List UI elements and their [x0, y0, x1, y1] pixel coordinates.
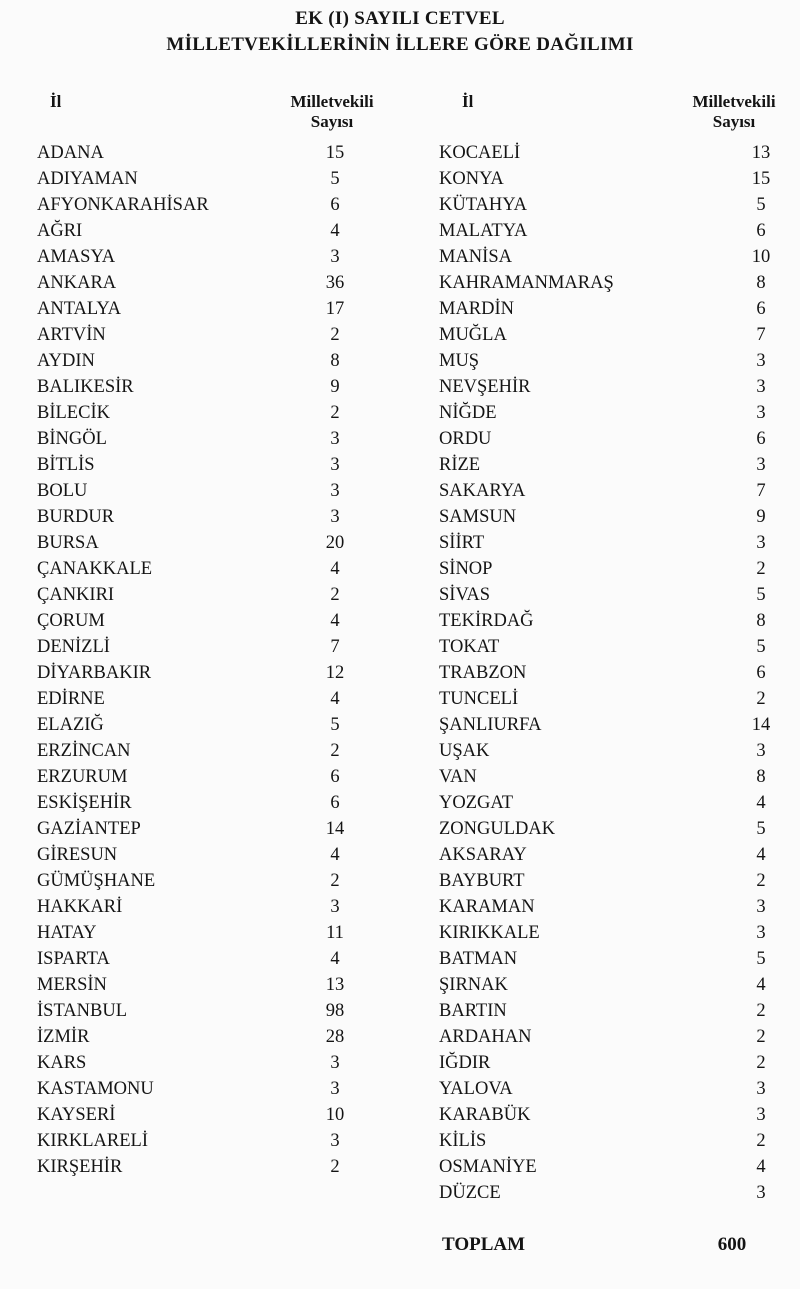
province-name: KONYA [439, 169, 504, 189]
deputy-count: 2 [330, 741, 340, 761]
deputy-count: 6 [756, 221, 766, 241]
province-name: KIRIKKALE [439, 923, 540, 943]
table-row [439, 140, 799, 166]
table-row [37, 608, 377, 634]
header-count-left [262, 92, 402, 132]
province-name: ESKİŞEHİR [37, 793, 132, 813]
province-name: ORDU [439, 429, 492, 449]
deputy-count: 2 [330, 403, 340, 423]
province-name: SAMSUN [439, 507, 517, 527]
table-row [37, 244, 377, 270]
province-name: KİLİS [439, 1131, 487, 1151]
province-name: ADIYAMAN [37, 169, 138, 189]
deputy-count: 7 [330, 637, 340, 657]
province-name: ADANA [37, 143, 104, 163]
province-name: ZONGULDAK [439, 819, 556, 839]
total-label: TOPLAM [442, 1234, 526, 1255]
deputy-count: 14 [325, 819, 345, 839]
province-name: MANİSA [439, 247, 512, 267]
province-name: ÇANKIRI [37, 585, 115, 605]
province-name: YOZGAT [439, 793, 513, 813]
deputy-count: 3 [330, 897, 340, 917]
deputy-count: 2 [756, 1001, 766, 1021]
table-row [37, 972, 377, 998]
table-row [439, 894, 799, 920]
province-name: RİZE [439, 455, 481, 475]
deputy-count: 7 [756, 325, 766, 345]
header-province-left: İl [50, 92, 62, 111]
table-row [37, 790, 377, 816]
deputy-count: 11 [326, 923, 344, 943]
table-row [439, 1076, 799, 1102]
table-row [37, 842, 377, 868]
province-name: AFYONKARAHİSAR [37, 195, 209, 215]
table-row [37, 660, 377, 686]
deputy-count: 4 [756, 845, 766, 865]
province-name: KASTAMONU [37, 1079, 154, 1099]
province-name: ANTALYA [37, 299, 122, 319]
province-name: HATAY [37, 923, 97, 943]
table-row [439, 400, 799, 426]
province-name: BOLU [37, 481, 88, 501]
table-row [439, 244, 799, 270]
deputy-count: 3 [756, 455, 766, 475]
table-row [439, 738, 799, 764]
deputy-count: 13 [325, 975, 345, 995]
table-row [37, 296, 377, 322]
province-name: MALATYA [439, 221, 528, 241]
table-row [439, 972, 799, 998]
table-row [439, 452, 799, 478]
deputy-count: 4 [330, 689, 340, 709]
province-name: GAZİANTEP [37, 819, 141, 839]
deputy-count: 5 [330, 715, 340, 735]
province-name: SİVAS [439, 585, 491, 605]
deputy-count: 98 [325, 1001, 345, 1021]
deputy-count: 3 [330, 481, 340, 501]
deputy-count: 4 [330, 611, 340, 631]
deputy-count: 3 [330, 507, 340, 527]
province-name: KIRŞEHİR [37, 1157, 123, 1177]
header-count-line2: Sayısı [310, 112, 354, 131]
table-row [439, 816, 799, 842]
table-row [37, 998, 377, 1024]
province-name: DENİZLİ [37, 637, 110, 657]
deputy-count: 12 [325, 663, 345, 683]
province-name: TEKİRDAĞ [439, 611, 534, 631]
deputy-count: 8 [756, 611, 766, 631]
table-row [37, 270, 377, 296]
table-row [439, 478, 799, 504]
table-row [439, 686, 799, 712]
table-row [439, 868, 799, 894]
province-name: TUNCELİ [439, 689, 519, 709]
table-row [37, 530, 377, 556]
province-name: BİNGÖL [37, 429, 107, 449]
deputy-count: 6 [330, 793, 340, 813]
deputy-count: 13 [751, 143, 771, 163]
table-row [37, 504, 377, 530]
table-row [439, 1128, 799, 1154]
header-count-line1: Milletvekili [692, 92, 776, 111]
table-row [37, 192, 377, 218]
deputy-count: 5 [330, 169, 340, 189]
deputy-count: 2 [330, 585, 340, 605]
province-name: KARAMAN [439, 897, 535, 917]
header-count-right [674, 92, 794, 132]
deputy-count: 6 [330, 767, 340, 787]
table-row [439, 712, 799, 738]
province-name: NEVŞEHİR [439, 377, 531, 397]
table-row [37, 426, 377, 452]
deputy-count: 17 [325, 299, 345, 319]
deputy-count: 2 [330, 871, 340, 891]
deputy-count: 15 [325, 143, 345, 163]
table-row [439, 1154, 799, 1180]
table-row [439, 556, 799, 582]
table-row [37, 556, 377, 582]
table-row [37, 1154, 377, 1180]
table-row [439, 998, 799, 1024]
table-row [37, 920, 377, 946]
deputy-count: 2 [756, 871, 766, 891]
province-name: MUĞLA [439, 325, 507, 345]
deputy-count: 6 [756, 299, 766, 319]
deputy-count: 3 [330, 455, 340, 475]
deputy-count: 2 [756, 1053, 766, 1073]
deputy-count: 8 [756, 767, 766, 787]
deputy-count: 5 [756, 637, 766, 657]
total-value: 600 [717, 1234, 747, 1255]
province-name: SİNOP [439, 559, 493, 579]
deputy-count: 3 [756, 403, 766, 423]
deputy-count: 4 [330, 559, 340, 579]
deputy-count: 6 [330, 195, 340, 215]
deputy-count: 6 [756, 663, 766, 683]
table-row [37, 764, 377, 790]
province-name: EDİRNE [37, 689, 105, 709]
deputy-count: 10 [325, 1105, 345, 1125]
table-row [439, 608, 799, 634]
table-row [439, 660, 799, 686]
table-row [439, 842, 799, 868]
province-name: MERSİN [37, 975, 107, 995]
deputy-count: 2 [330, 325, 340, 345]
province-name: DİYARBAKIR [37, 663, 152, 683]
deputy-count: 4 [330, 949, 340, 969]
province-name: BATMAN [439, 949, 518, 969]
province-name: SİİRT [439, 533, 485, 553]
deputy-count: 20 [325, 533, 345, 553]
table-row [439, 296, 799, 322]
province-name: BAYBURT [439, 871, 525, 891]
deputy-count: 5 [756, 819, 766, 839]
province-list-right [439, 140, 799, 1206]
table-row [439, 634, 799, 660]
table-row [439, 192, 799, 218]
province-name: ISPARTA [37, 949, 110, 969]
table-row [439, 764, 799, 790]
province-name: KIRKLARELİ [37, 1131, 148, 1151]
deputy-count: 5 [756, 195, 766, 215]
table-row [439, 582, 799, 608]
province-name: MUŞ [439, 351, 480, 371]
table-row [439, 790, 799, 816]
deputy-count: 4 [330, 221, 340, 241]
table-row [439, 218, 799, 244]
province-name: BURDUR [37, 507, 115, 527]
table-row [439, 426, 799, 452]
table-row [37, 946, 377, 972]
deputy-count: 3 [330, 247, 340, 267]
deputy-count: 3 [756, 1105, 766, 1125]
province-name: ŞIRNAK [439, 975, 508, 995]
province-name: ARTVİN [37, 325, 106, 345]
deputy-count: 3 [756, 741, 766, 761]
province-name: ANKARA [37, 273, 117, 293]
document-subtitle: MİLLETVEKİLLERİNİN İLLERE GÖRE DAĞILIMI [166, 34, 634, 55]
table-row [439, 1050, 799, 1076]
deputy-count: 7 [756, 481, 766, 501]
table-row [37, 582, 377, 608]
table-row [439, 1102, 799, 1128]
deputy-count: 3 [330, 1079, 340, 1099]
province-name: YALOVA [439, 1079, 513, 1099]
province-name: BARTIN [439, 1001, 507, 1021]
table-row [439, 322, 799, 348]
province-name: DÜZCE [439, 1183, 501, 1203]
table-row [37, 452, 377, 478]
table-row [37, 478, 377, 504]
table-row [439, 1180, 799, 1206]
province-name: NİĞDE [439, 403, 497, 423]
table-row [439, 166, 799, 192]
document-title: EK (I) SAYILI CETVEL [295, 8, 505, 29]
table-row [37, 1102, 377, 1128]
table-row [37, 166, 377, 192]
table-row [37, 1076, 377, 1102]
deputy-count: 2 [756, 1027, 766, 1047]
province-name: OSMANİYE [439, 1157, 537, 1177]
province-name: SAKARYA [439, 481, 526, 501]
deputy-count: 3 [756, 897, 766, 917]
province-name: UŞAK [439, 741, 490, 761]
table-row [37, 400, 377, 426]
deputy-count: 6 [756, 429, 766, 449]
province-name: HAKKARİ [37, 897, 123, 917]
province-name: ÇANAKKALE [37, 559, 153, 579]
province-name: GİRESUN [37, 845, 118, 865]
deputy-count: 3 [330, 429, 340, 449]
deputy-count: 3 [756, 533, 766, 553]
deputy-count: 3 [330, 1131, 340, 1151]
province-list-left [37, 140, 377, 1180]
deputy-count: 28 [325, 1027, 345, 1047]
deputy-count: 2 [756, 689, 766, 709]
deputy-count: 3 [756, 351, 766, 371]
table-row [37, 1050, 377, 1076]
province-name: TOKAT [439, 637, 500, 657]
deputy-count: 10 [751, 247, 771, 267]
province-name: AĞRI [37, 221, 83, 241]
deputy-count: 4 [330, 845, 340, 865]
province-name: ÇORUM [37, 611, 105, 631]
deputy-count: 9 [330, 377, 340, 397]
deputy-count: 3 [756, 1079, 766, 1099]
table-row [439, 348, 799, 374]
table-row [37, 868, 377, 894]
deputy-count: 36 [325, 273, 345, 293]
province-name: BURSA [37, 533, 99, 553]
deputy-count: 8 [330, 351, 340, 371]
deputy-count: 2 [330, 1157, 340, 1177]
table-row [37, 1128, 377, 1154]
deputy-count: 14 [751, 715, 771, 735]
province-name: ŞANLIURFA [439, 715, 542, 735]
province-name: KAHRAMANMARAŞ [439, 273, 614, 293]
province-name: ELAZIĞ [37, 715, 104, 735]
table-row [37, 894, 377, 920]
table-row [37, 816, 377, 842]
province-name: TRABZON [439, 663, 527, 683]
province-name: MARDİN [439, 299, 515, 319]
province-name: İZMİR [37, 1027, 90, 1047]
province-name: ERZİNCAN [37, 741, 131, 761]
table-row [439, 504, 799, 530]
province-name: BALIKESİR [37, 377, 134, 397]
deputy-count: 3 [330, 1053, 340, 1073]
province-name: VAN [439, 767, 477, 787]
deputy-count: 9 [756, 507, 766, 527]
table-row [37, 1024, 377, 1050]
table-row [439, 920, 799, 946]
deputy-count: 8 [756, 273, 766, 293]
deputy-count: 5 [756, 585, 766, 605]
table-row [439, 270, 799, 296]
header-count-line2: Sayısı [712, 112, 756, 131]
header-count-line1: Milletvekili [290, 92, 374, 111]
province-name: ARDAHAN [439, 1027, 532, 1047]
deputy-count: 3 [756, 377, 766, 397]
table-row [439, 1024, 799, 1050]
province-name: KÜTAHYA [439, 195, 527, 215]
province-name: İSTANBUL [37, 1001, 127, 1021]
table-row [37, 322, 377, 348]
province-name: GÜMÜŞHANE [37, 871, 156, 891]
province-name: KARABÜK [439, 1105, 531, 1125]
deputy-count: 3 [756, 923, 766, 943]
table-row [439, 530, 799, 556]
deputy-count: 5 [756, 949, 766, 969]
table-row [37, 218, 377, 244]
table-row [37, 634, 377, 660]
province-name: AKSARAY [439, 845, 527, 865]
province-name: KOCAELİ [439, 143, 521, 163]
province-name: IĞDIR [439, 1053, 491, 1073]
table-row [37, 374, 377, 400]
table-row [37, 712, 377, 738]
deputy-count: 2 [756, 559, 766, 579]
province-name: BİLECİK [37, 403, 110, 423]
table-row [37, 140, 377, 166]
table-row [439, 374, 799, 400]
deputy-count: 3 [756, 1183, 766, 1203]
deputy-count: 4 [756, 1157, 766, 1177]
province-name: AMASYA [37, 247, 116, 267]
table-row [37, 348, 377, 374]
province-name: BİTLİS [37, 455, 95, 475]
table-row [37, 686, 377, 712]
header-province-right: İl [462, 92, 474, 111]
deputy-count: 4 [756, 975, 766, 995]
province-name: AYDIN [37, 351, 95, 371]
province-name: KAYSERİ [37, 1105, 116, 1125]
table-row [37, 738, 377, 764]
table-row [439, 946, 799, 972]
province-name: KARS [37, 1053, 87, 1073]
province-name: ERZURUM [37, 767, 128, 787]
deputy-count: 2 [756, 1131, 766, 1151]
deputy-count: 15 [751, 169, 771, 189]
deputy-count: 4 [756, 793, 766, 813]
